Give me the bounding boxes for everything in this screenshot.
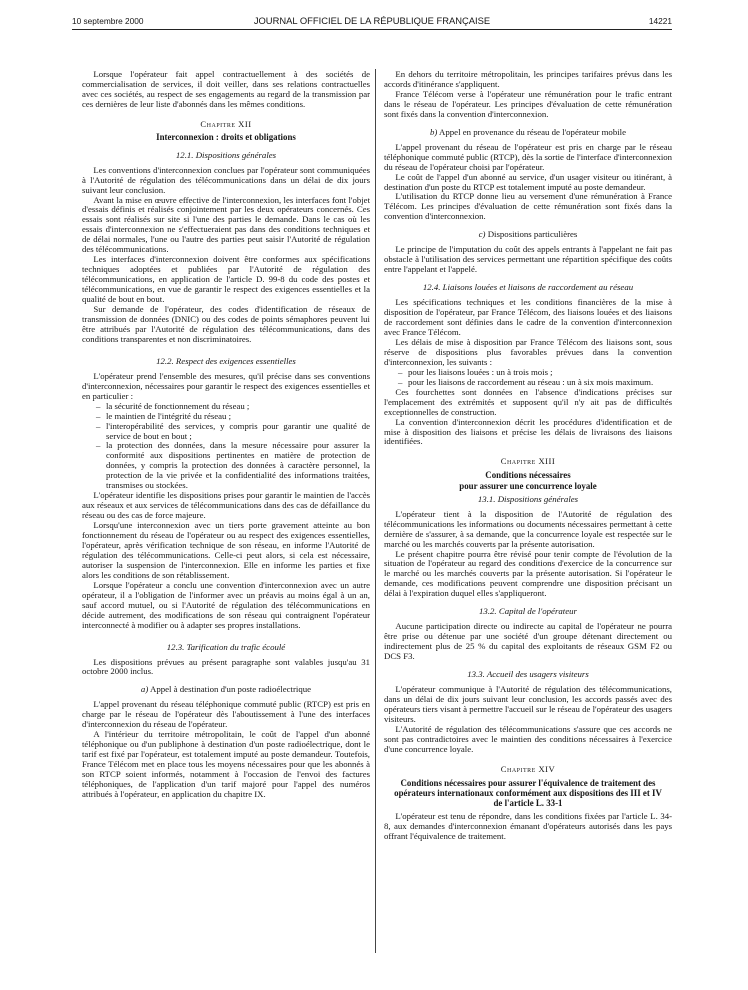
chapter-title-line: pour assurer une concurrence loyale [459, 480, 597, 491]
paragraph: L'opérateur est tenu de répondre, dans les conditions fixées par l'article L. 34-8, aux demandes d'interconnexion émanant d'opérateurs autorisés dans les pays offrant l'équivalence de traitement. [384, 811, 672, 842]
subsection-text: Appel à destination d'un poste radioélectrique [149, 684, 312, 695]
delays-list [384, 368, 672, 388]
section-title: 12.3. Tarification du trafic écoulé [166, 641, 286, 652]
section-title: 13.2. Capital de l'opérateur [479, 606, 577, 617]
paragraph: Lorsqu'une interconnexion avec un tiers porte gravement atteinte au bon fonctionnement du réseau de l'opérateur ou au respect des exigences essentielles, l'opérateur, après vérification technique de son réseau, en informe l'Autorité de régulation des télécommunications. Celle-ci peut alors, si cela est nécessaire, autoriser la suspension de l'interconnexion. Elle en informe les parties et fixe alors les conditions de son rétablissement. [82, 520, 370, 580]
paragraph: Les interfaces d'interconnexion doivent être conformes aux spécifications techniques adoptées et publiées par l'Autorité de régulation des télécommunications, en application de l'article D. 99-8 du code des postes et télécommunications, en vue de garantir le respect des exigences essentielles et la qualité de bout en bout. [82, 254, 370, 305]
paragraph: Le principe de l'imputation du coût des appels entrants à l'appelant ne fait pas obstacle à l'utilisation des services permettant une répartition spécifique des coûts entre l'appelant et l'appelé. [384, 244, 672, 275]
subsection-title [384, 230, 672, 240]
paragraph: En dehors du territoire métropolitain, les principes tarifaires prévus dans les accords d'itinérance s'appliquent. [384, 70, 672, 89]
subsection-letter: b) [429, 126, 438, 137]
subsection-letter: a) [140, 684, 149, 695]
chapter-label: Chapitre XII [200, 118, 252, 129]
chapter-label: Chapitre XIII [500, 456, 556, 467]
chapter-label: Chapitre XIV [500, 763, 556, 774]
paragraph: Lorsque l'opérateur a conclu une convention d'interconnexion avec un autre opérateur, il a l'obligation de l'informer avec un préavis au moins égal à un an, sauf accord mutuel, ou si l'Autorité de régulation des télécommunications en décide autrement, des modifications de son réseau qui contraignent l'opérateur interconnecté à modifier ou à adapter ses propres installations. [82, 579, 370, 630]
section-title: 12.1. Dispositions générales [175, 149, 277, 160]
list-item: – pour les liaisons louées : un à trois mois ; [398, 368, 672, 378]
right-column [384, 70, 672, 956]
list-item: – la sécurité de fonctionnement du réseau ; [96, 402, 370, 412]
paragraph: L'appel provenant du réseau de l'opérateur est pris en charge par le réseau téléphonique commuté public (RTCP), dès la sortie de l'interface d'interconnexion du réseau de l'opérateur choisi par l'opérateur. [384, 141, 672, 172]
paragraph: Les spécifications techniques et les conditions financières de la mise à disposition de l'opérateur, par France Télécom, des liaisons louées et des liaisons de raccordement sont définies dans le cadre de la convention d'interconnexion avec France Télécom. [384, 297, 672, 337]
paragraph: Aucune participation directe ou indirecte au capital de l'opérateur ne pourra être prise ou détenue par une société d'un groupe détenant directement ou indirectement plus de 25 % du capital des exploitants de réseaux GSM F2 ou DCS F3. [384, 621, 672, 662]
left-column [82, 70, 370, 956]
paragraph: France Télécom verse à l'opérateur une rémunération pour le trafic entrant dans le réseau de l'opérateur. Les principes d'évaluation de cette rémunération sont fixés dans la convention d'interconnexion. [384, 88, 672, 119]
list-item: – la protection des données, dans la mesure nécessaire pour assurer la conformité aux dispositions pertinentes en matière de protection de données, y compris la protection des données à caractère personnel, la protection de la vie privée et la confidentialité des informations traitées, transmises ou stockées. [96, 441, 370, 491]
paragraph: Ces fourchettes sont données en l'absence d'indications précises sur l'emplacement des extrémités et supposent qu'il n'y ait pas de difficultés exceptionnelles de construction. [384, 386, 672, 417]
paragraph: Les conventions d'interconnexion conclues par l'opérateur sont communiquées à l'Autorité de régulation des télécommunications dans un délai de dix jours suivant leur conclusion. [82, 164, 370, 195]
paragraph: Les dispositions prévues au présent paragraphe sont valables jusqu'au 31 octobre 2000 inclus. [82, 656, 370, 677]
paragraph: L'Autorité de régulation des télécommunications s'assure que ces accords ne sont pas contradictoires avec le maintien des conditions nécessaires à l'exercice d'une concurrence loyale. [384, 723, 672, 754]
paragraph: La convention d'interconnexion décrit les procédures d'identification et de mise à disposition des liaisons et précise les délais de livraisons des liaisons identifiées. [384, 416, 672, 447]
paragraph: Sur demande de l'opérateur, des codes d'identification de réseaux de transmission de données (DNIC) ou des codes de points sémaphores peuvent lui être attribués par l'Autorité de régulation des télécommunications, dans des conditions transparentes et non discriminatoires. [82, 304, 370, 344]
paragraph: L'opérateur communique à l'Autorité de régulation des télécommunications, dans un délai de dix jours suivant leur conclusion, les accords passés avec des opérateurs tiers visant à permettre l'accueil sur le réseau de l'opérateur des usagers visiteurs. [384, 684, 672, 724]
column-divider [375, 69, 376, 953]
paragraph: Le présent chapitre pourra être révisé pour tenir compte de l'évolution de la situation de l'opérateur au regard des conditions d'exercice de la concurrence sur le marché ou les marchés couverts par la présente autorisation. Si l'opérateur le demande, ces modifications peuvent comprendre une disposition précisant un délai à l'expiration duquel elles s'appliqueront. [384, 548, 672, 599]
page-header [72, 13, 672, 29]
journal-title: JOURNAL OFFICIEL DE LA RÉPUBLIQUE FRANÇAISE [253, 15, 491, 26]
subsection-text: Dispositions particulières [487, 229, 578, 240]
paragraph: A l'intérieur du territoire métropolitain, le coût de l'appel d'un abonné téléphonique ou d'un publiphone à destination d'un poste radioélectrique, dont le tarif est fixé par l'opérateur, est totalement imputé au poste demandeur. Toutefois, France Télécom met en place tous les moyens nécessaires pour que les abonnés à son RTCP soient informés, notamment à l'occasion de l'envoi des factures téléphoniques, de l'application d'un tarif majoré pour l'appel des numéros attribués à l'opérateur, en application du chapitre IX. [82, 729, 370, 799]
paragraph: Avant la mise en œuvre effective de l'interconnexion, les interfaces font l'objet d'essais définis et réalisés conjointement par les deux opérateurs concernés. Ces essais sont réalisés sur site si l'une des parties le demande. Dans le cas où les essais d'interconnexion ne s'effectueraient pas dans des conditions techniques et de délai normales, l'une ou l'autre des parties peut saisir l'Autorité de régulation des télécommunications. [82, 194, 370, 255]
chapter-title [384, 470, 672, 490]
paragraph: Le coût de l'appel d'un abonné au service, d'un usager visiteur ou itinérant, à destination d'un poste du RTCP est totalement imputé au poste demandeur. [384, 171, 672, 192]
paragraph: Lorsque l'opérateur fait appel contractuellement à des sociétés de commercialisation de services, il doit veiller, dans ses relations contractuelles avec ces sociétés, au respect de ses engagements au regard de la transmission par ces dernières de leur liste d'abonnés dans les mêmes conditions. [82, 70, 370, 109]
subsection-title [384, 128, 672, 138]
requirements-list [82, 402, 370, 492]
paragraph: L'utilisation du RTCP donne lieu au versement d'une rémunération à France Télécom. Les principes d'évaluation de cette rémunération sont fixés dans la convention d'interconnexion. [384, 191, 672, 222]
subsection-letter: c) [478, 229, 486, 240]
subsection-text: Appel en provenance du réseau de l'opérateur mobile [439, 126, 627, 137]
list-item: – l'interopérabilité des services, y compris pour garantir une qualité de service de bout en bout ; [96, 422, 370, 442]
section-title: 12.2. Respect des exigences essentielles [156, 355, 296, 366]
section-title: 13.3. Accueil des usagers visiteurs [467, 669, 589, 680]
section-title: 12.4. Liaisons louées et liaisons de raccordement au réseau [422, 282, 634, 293]
subsection-title [82, 685, 370, 695]
chapter-title: Interconnexion : droits et obligations [156, 131, 296, 142]
chapter-title-line: Conditions nécessaires [485, 470, 571, 481]
paragraph: L'opérateur prend l'ensemble des mesures, qu'il précise dans ses conventions d'interconnexion, nécessaires pour garantir le respect des exigences essentielles et en particulier : [82, 370, 370, 401]
header-rule [72, 29, 672, 30]
paragraph: L'opérateur tient à la disposition de l'Autorité de régulation des télécommunications les informations ou documents nécessaires permettant à cette dernière de s'assurer, à sa demande, que la concurrence loyale est respectée sur le marché ou les marchés couverts par la présente autorisation. [384, 508, 672, 549]
paragraph: Les délais de mise à disposition par France Télécom des liaisons sont, sous réserve de dispositions plus favorables prévues dans la convention d'interconnexion, les suivants : [384, 336, 672, 367]
list-item: – le maintien de l'intégrité du réseau ; [96, 412, 370, 422]
chapter-title: Conditions nécessaires pour assurer l'équivalence de traitement des opérateurs internationaux conformément aux dispositions des III et IV de l'article L. 33-1 [394, 777, 662, 809]
paragraph: L'opérateur identifie les dispositions prises pour garantir le maintien de l'accès aux réseaux et aux services de télécommunications dans des cas de défaillance du réseau ou des cas de force majeure. [82, 490, 370, 521]
page-number: 14221 [648, 16, 672, 26]
section-title: 13.1. Dispositions générales [477, 493, 579, 504]
list-item: – pour les liaisons de raccordement au réseau : un à six mois maximum. [398, 378, 672, 388]
publication-date: 10 septembre 2000 [72, 16, 144, 26]
paragraph: L'appel provenant du réseau téléphonique commuté public (RTCP) est pris en charge par le réseau de l'opérateur dès l'aboutissement à l'une des interfaces d'interconnexion du réseau de l'opérateur. [82, 699, 370, 730]
